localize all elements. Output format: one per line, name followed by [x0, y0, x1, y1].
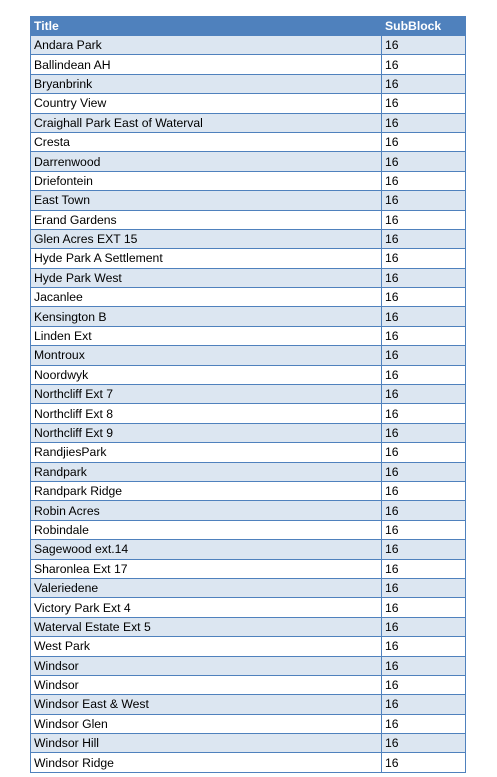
table-row	[31, 598, 466, 617]
cell-subblock: 16	[382, 501, 466, 520]
cell-subblock: 16	[382, 210, 466, 229]
cell-subblock: 16	[382, 753, 466, 772]
cell-title: Randpark	[31, 462, 382, 481]
table-row	[31, 423, 466, 442]
table-row	[31, 210, 466, 229]
table-row	[31, 307, 466, 326]
table-row	[31, 540, 466, 559]
cell-subblock: 16	[382, 734, 466, 753]
table-row	[31, 656, 466, 675]
table-row	[31, 578, 466, 597]
cell-title: Kensington B	[31, 307, 382, 326]
table-row	[31, 404, 466, 423]
cell-subblock: 16	[382, 423, 466, 442]
cell-title: Andara Park	[31, 36, 382, 55]
cell-title: Windsor Ridge	[31, 753, 382, 772]
cell-title: Randpark Ridge	[31, 481, 382, 500]
cell-subblock: 16	[382, 462, 466, 481]
cell-subblock: 16	[382, 326, 466, 345]
table-row	[31, 191, 466, 210]
cell-subblock: 16	[382, 191, 466, 210]
table-row	[31, 249, 466, 268]
cell-title: RandjiesPark	[31, 443, 382, 462]
header-title: Title	[31, 17, 382, 36]
cell-title: Ballindean AH	[31, 55, 382, 74]
table-row	[31, 753, 466, 772]
table-row	[31, 326, 466, 345]
cell-subblock: 16	[382, 540, 466, 559]
cell-title: Craighall Park East of Waterval	[31, 113, 382, 132]
cell-subblock: 16	[382, 404, 466, 423]
table-row	[31, 385, 466, 404]
cell-subblock: 16	[382, 578, 466, 597]
table-row	[31, 346, 466, 365]
table-body	[31, 36, 466, 773]
cell-subblock: 16	[382, 559, 466, 578]
cell-title: Northcliff Ext 9	[31, 423, 382, 442]
table-row	[31, 559, 466, 578]
cell-subblock: 16	[382, 481, 466, 500]
cell-title: Windsor East & West	[31, 695, 382, 714]
cell-subblock: 16	[382, 617, 466, 636]
cell-subblock: 16	[382, 74, 466, 93]
cell-title: Erand Gardens	[31, 210, 382, 229]
cell-subblock: 16	[382, 714, 466, 733]
cell-title: Glen Acres EXT 15	[31, 229, 382, 248]
cell-title: Sagewood ext.14	[31, 540, 382, 559]
cell-title: Robin Acres	[31, 501, 382, 520]
cell-title: Windsor	[31, 656, 382, 675]
table-row	[31, 714, 466, 733]
table-row	[31, 637, 466, 656]
cell-title: East Town	[31, 191, 382, 210]
cell-subblock: 16	[382, 365, 466, 384]
cell-title: Hyde Park A Settlement	[31, 249, 382, 268]
table-row	[31, 268, 466, 287]
cell-title: Linden Ext	[31, 326, 382, 345]
cell-title: Cresta	[31, 132, 382, 151]
cell-title: Driefontein	[31, 171, 382, 190]
table-row	[31, 481, 466, 500]
table-header-row	[31, 17, 466, 36]
cell-title: Windsor Glen	[31, 714, 382, 733]
table-row	[31, 152, 466, 171]
cell-subblock: 16	[382, 637, 466, 656]
cell-subblock: 16	[382, 229, 466, 248]
table-row	[31, 675, 466, 694]
cell-subblock: 16	[382, 307, 466, 326]
cell-title: Windsor Hill	[31, 734, 382, 753]
table-row	[31, 501, 466, 520]
cell-title: Northcliff Ext 8	[31, 404, 382, 423]
cell-subblock: 16	[382, 288, 466, 307]
table-row	[31, 520, 466, 539]
suburb-table	[30, 16, 466, 773]
cell-title: Northcliff Ext 7	[31, 385, 382, 404]
cell-subblock: 16	[382, 656, 466, 675]
table-row	[31, 462, 466, 481]
cell-title: Montroux	[31, 346, 382, 365]
table-row	[31, 36, 466, 55]
table-row	[31, 113, 466, 132]
cell-title: Noordwyk	[31, 365, 382, 384]
cell-title: Waterval Estate Ext 5	[31, 617, 382, 636]
table-row	[31, 365, 466, 384]
table-row	[31, 288, 466, 307]
cell-subblock: 16	[382, 695, 466, 714]
cell-title: Victory Park Ext 4	[31, 598, 382, 617]
cell-subblock: 16	[382, 36, 466, 55]
table-row	[31, 443, 466, 462]
cell-subblock: 16	[382, 94, 466, 113]
cell-title: Hyde Park West	[31, 268, 382, 287]
table-row	[31, 94, 466, 113]
cell-title: Bryanbrink	[31, 74, 382, 93]
cell-subblock: 16	[382, 346, 466, 365]
cell-subblock: 16	[382, 598, 466, 617]
cell-title: Valeriedene	[31, 578, 382, 597]
table-row	[31, 695, 466, 714]
cell-subblock: 16	[382, 675, 466, 694]
cell-subblock: 16	[382, 55, 466, 74]
cell-subblock: 16	[382, 249, 466, 268]
cell-subblock: 16	[382, 268, 466, 287]
cell-title: Sharonlea Ext 17	[31, 559, 382, 578]
cell-subblock: 16	[382, 171, 466, 190]
table-row	[31, 617, 466, 636]
cell-subblock: 16	[382, 132, 466, 151]
table-row	[31, 229, 466, 248]
cell-subblock: 16	[382, 152, 466, 171]
cell-title: Darrenwood	[31, 152, 382, 171]
cell-subblock: 16	[382, 113, 466, 132]
cell-title: Windsor	[31, 675, 382, 694]
table-row	[31, 132, 466, 151]
cell-subblock: 16	[382, 385, 466, 404]
cell-title: West Park	[31, 637, 382, 656]
document-page	[30, 16, 465, 773]
table-row	[31, 55, 466, 74]
cell-title: Jacanlee	[31, 288, 382, 307]
cell-subblock: 16	[382, 520, 466, 539]
cell-title: Country View	[31, 94, 382, 113]
table-row	[31, 74, 466, 93]
table-row	[31, 734, 466, 753]
header-subblock: SubBlock	[382, 17, 466, 36]
cell-subblock: 16	[382, 443, 466, 462]
cell-title: Robindale	[31, 520, 382, 539]
table-row	[31, 171, 466, 190]
